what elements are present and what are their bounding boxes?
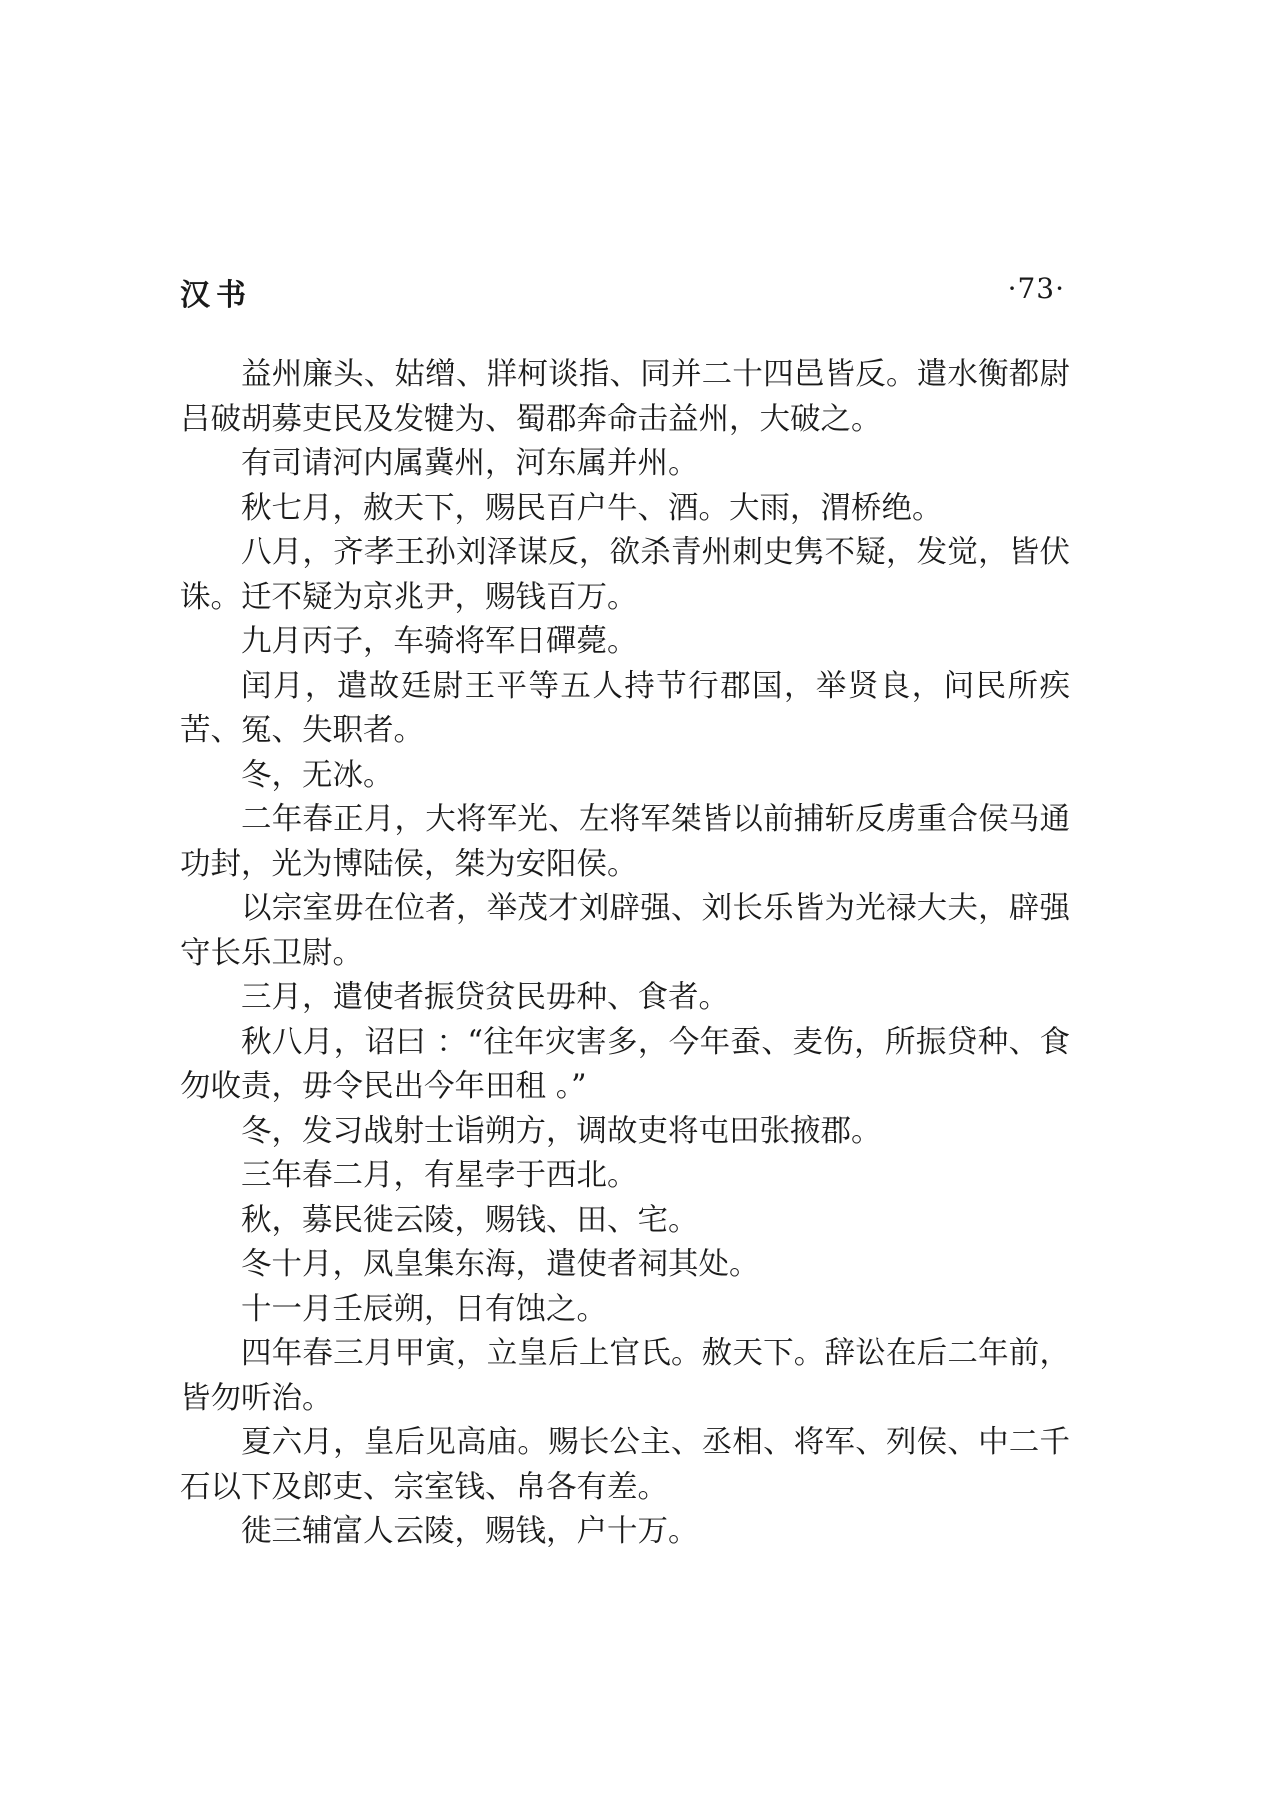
paragraph: 四年春三月甲寅，立皇后上官氏。赦天下。辞讼在后二年前，皆勿听治。 [180, 1336, 1070, 1416]
paragraph: 闰月，遣故廷尉王平等五人持节行郡国，举贤良，问民所疾苦、冤、失职者。 [180, 668, 1070, 748]
running-title: 汉书 [180, 278, 252, 313]
paragraph: 冬，发习战射士诣朔方，调故吏将屯田张掖郡。 [241, 1113, 882, 1149]
paragraph: 冬十月，凤皇集东海，遣使者祠其处。 [241, 1247, 760, 1282]
paragraph: 八月，齐孝王孙刘泽谋反，欲杀青州刺史隽不疑，发觉，皆伏诛。迁不疑为京兆尹，赐钱百万。 [180, 535, 1070, 615]
page-number: ·73· [1007, 272, 1065, 305]
paragraph: 九月丙子，车骑将军日磾薨。 [241, 624, 638, 659]
paragraph: 夏六月，皇后见高庙。赐长公主、丞相、将军、列侯、中二千石以下及郎吏、宗室钱、帛各有差。 [180, 1425, 1070, 1505]
paragraph: 冬，无冰。 [241, 757, 394, 793]
paragraph: 三年春二月，有星孛于西北。 [241, 1158, 638, 1193]
paragraph: 徙三辅富人云陵，赐钱，户十万。 [241, 1514, 699, 1549]
paragraph: 二年春正月，大将军光、左将军桀皆以前捕斩反虏重合侯马通功封，光为博陆侯，桀为安阳侯。 [180, 802, 1070, 882]
paragraph: 益州廉头、姑缯、牂柯谈指、同并二十四邑皆反。遣水衡都尉吕破胡募吏民及发犍为、蜀郡奔命击益州，大破之。 [180, 357, 1070, 437]
body-text [180, 353, 1070, 1555]
paragraph: 十一月壬辰朔，日有蚀之。 [241, 1291, 607, 1327]
paragraph: 以宗室毋在位者，举茂才刘辟强、刘长乐皆为光禄大夫，辟强守长乐卫尉。 [180, 891, 1070, 971]
paragraph: 三月，遣使者振贷贫民毋种、食者。 [241, 980, 729, 1015]
paragraph: 秋八月，诏曰 ：“往年灾害多，今年蚕、麦伤，所振贷种、食勿收责，毋令民出今年田租 。” [180, 1024, 1070, 1104]
paragraph: 有司请河内属冀州，河东属并州。 [241, 446, 699, 481]
paragraph: 秋七月，赦天下，赐民百户牛、酒。大雨，渭桥绝。 [241, 490, 943, 526]
paragraph: 秋，募民徙云陵，赐钱、田、宅。 [241, 1202, 699, 1238]
